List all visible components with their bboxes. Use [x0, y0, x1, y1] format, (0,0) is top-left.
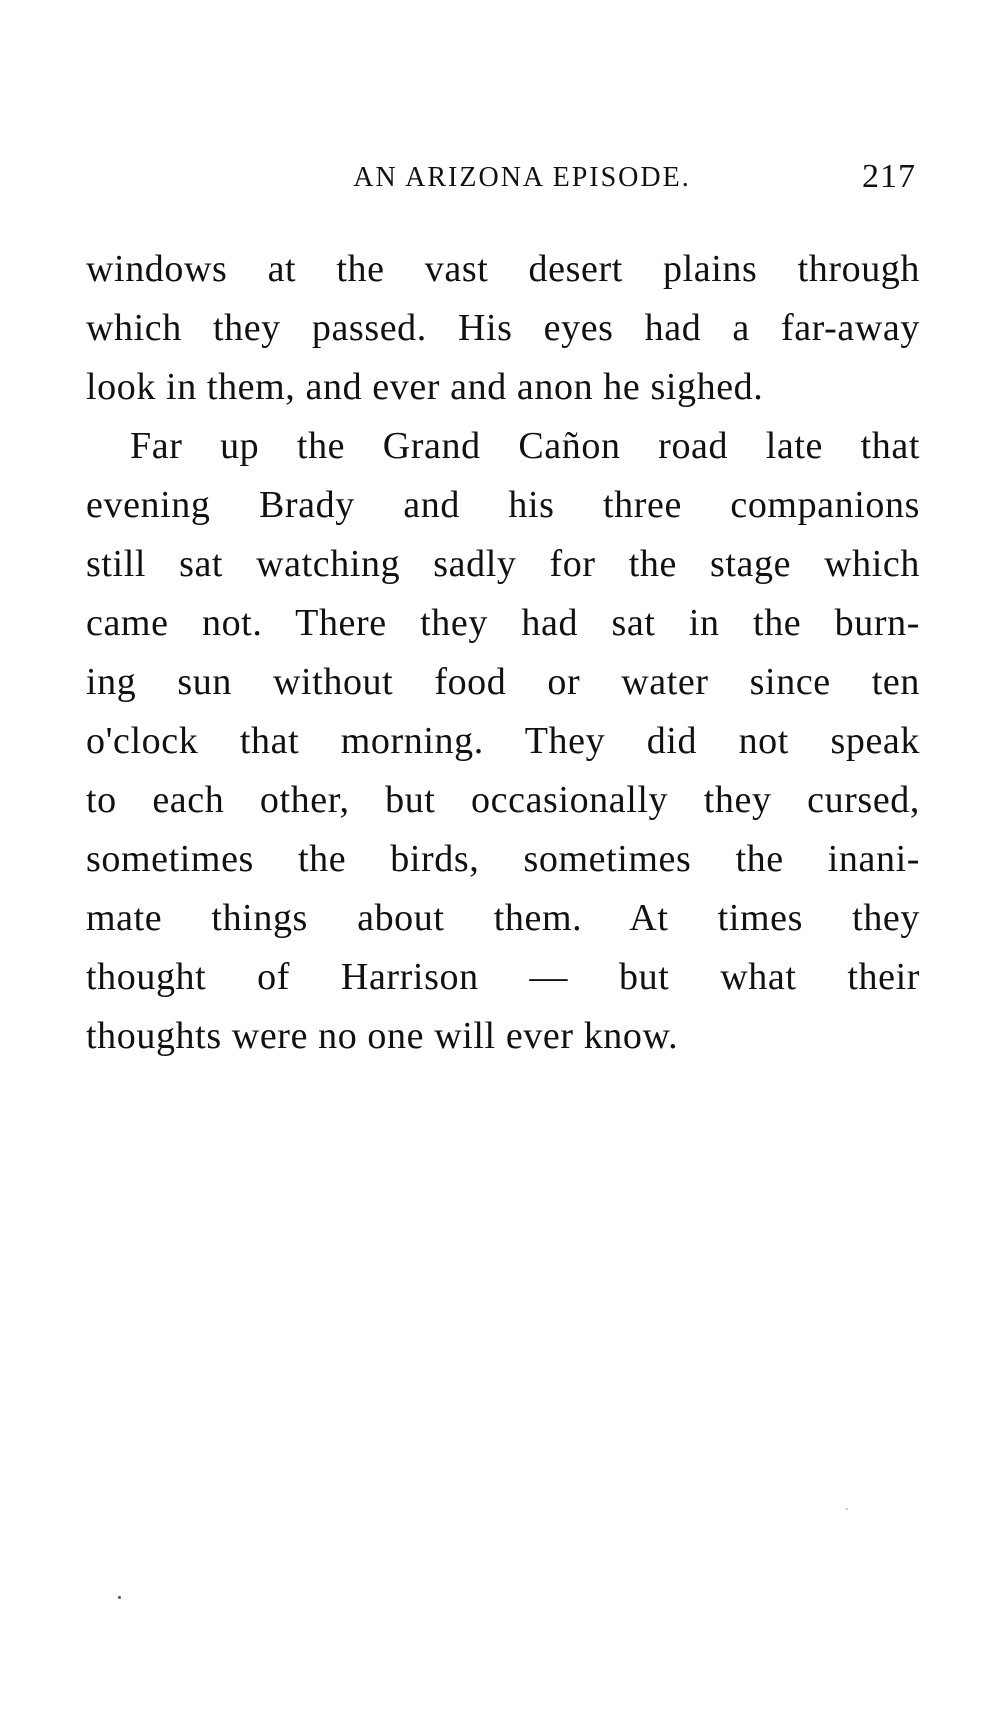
paper-speck [846, 1508, 848, 1510]
text-line: sometimes the birds, sometimes the inani- [86, 838, 920, 880]
text-line: evening Brady and his three companions [86, 484, 920, 526]
text-line: came not. There they had sat in the burn- [86, 602, 920, 644]
text-line: mate things about them. At times they [86, 897, 920, 939]
paragraph-2 [86, 417, 920, 1066]
text-line: windows at the vast desert plains through [86, 248, 920, 290]
text-line: thought of Harrison — but what their [86, 956, 920, 998]
text-line: o'clock that morning. They did not speak [86, 720, 920, 762]
paragraph-1 [86, 240, 920, 417]
text-line: Far up the Grand Cañon road late that [130, 425, 920, 467]
text-line: to each other, but occasionally they cursed, [86, 779, 920, 821]
text-line: which they passed. His eyes had a far-away [86, 307, 920, 349]
paper-speck [118, 1596, 121, 1599]
text-line: still sat watching sadly for the stage which [86, 543, 920, 585]
text-line: thoughts were no one will ever know. [86, 1015, 679, 1057]
running-head [84, 158, 920, 208]
text-line: ing sun without food or water since ten [86, 661, 920, 703]
running-title: AN ARIZONA EPISODE. [353, 162, 691, 193]
page-number: 217 [862, 158, 916, 195]
text-line: look in them, and ever and anon he sighed. [86, 366, 764, 408]
body-text [86, 240, 920, 1066]
